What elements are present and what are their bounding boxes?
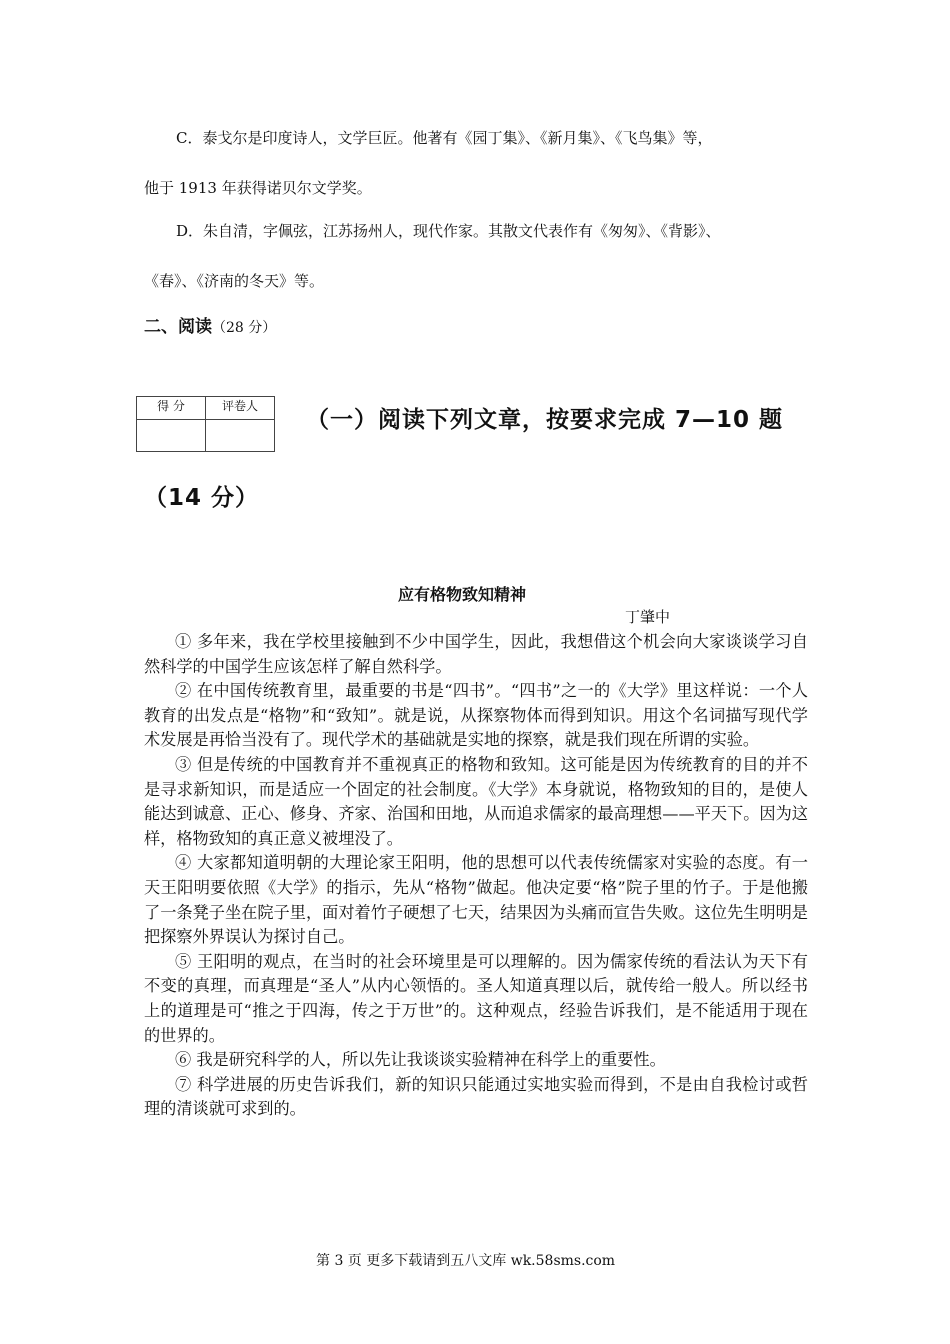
article-title: 应有格物致知精神	[398, 585, 527, 604]
paragraph-7: ⑦ 科学进展的历史告诉我们，新的知识只能通过实地实验而得到，不是由自我检讨或哲理的清谈就可求到的。	[144, 1074, 808, 1119]
grader-header: 评卷人	[206, 397, 275, 420]
paragraph-1: ① 多年来，我在学校里接触到不少中国学生，因此，我想借这个机会向大家谈谈学习自然科学的中国学生应该怎样了解自然科学。	[144, 632, 808, 676]
paragraph-2: ② 在中国传统教育里，最重要的书是“四书”。“四书”之一的《大学》里这样说：一个人教育的出发点是“格物”和“致知”。就是说，从探察物体而得到知识。用这个名词描写现代学术发展是再恰当没有了。现代学术的基础就是实地的探察，就是我们现在所谓的实验。	[144, 681, 808, 750]
option-c-line1: C．泰戈尔是印度诗人，文学巨匠。他著有《园丁集》、《新月集》、《飞鸟集》等，	[176, 129, 713, 147]
score-cell	[137, 420, 206, 452]
article-author: 丁肇中	[625, 608, 671, 626]
paragraph-4: ④ 大家都知道明朝的大理论家王阳明，他的思想可以代表传统儒家对实验的态度。有一天王阳明要依照《大学》的指示，先从“格物”做起。他决定要“格”院子里的竹子。于是他搬了一条凳子坐在院子里，面对着竹子硬想了七天，结果因为头痛而宣告失败。这位先生明明是把探察外界误认为探讨自己。	[144, 853, 808, 947]
score-header: 得 分	[137, 397, 206, 420]
paragraph-5: ⑤ 王阳明的观点，在当时的社会环境里是可以理解的。因为儒家传统的看法认为天下有不变的真理，而真理是“圣人”从内心领悟的。圣人知道真理以后，就传给一般人。所以经书上的道理是可“推之于四海，传之于万世”的。这种观点，经验告诉我们，是不能适用于现在的世界的。	[144, 951, 808, 1045]
section-heading	[144, 312, 276, 337]
paragraph-6: ⑥ 我是研究科学的人，所以先让我谈谈实验精神在科学上的重要性。	[175, 1050, 666, 1070]
grader-cell	[206, 420, 275, 452]
option-d-line2: 《春》、《济南的冬天》等。	[144, 272, 325, 290]
option-d-line1: D．朱自清，字佩弦，江苏扬州人，现代作家。其散文代表作有《匆匆》、《背影》、	[176, 222, 721, 240]
option-c-line2: 他于 1913 年获得诺贝尔文学奖。	[144, 179, 372, 197]
score-table	[136, 396, 275, 452]
page-footer: 第 3 页 更多下载请到五八文库 wk.58sms.com	[316, 1253, 616, 1269]
section-title: 二、阅读	[144, 317, 212, 337]
article-body	[144, 630, 808, 1122]
subsection-points: （14 分）	[144, 485, 260, 511]
paragraph-3: ③ 但是传统的中国教育并不重视真正的格物和致知。这可能是因为传统教育的目的并不是寻求新知识，而是适应一个固定的社会制度。《大学》本身就说，格物致知的目的，是使人能达到诚意、正心、修身、齐家、治国和田地，从而追求儒家的最高理想——平天下。因为这样，格物致知的真正意义被埋没了。	[144, 754, 808, 848]
subsection-title: （一）阅读下列文章，按要求完成 7—10 题	[306, 407, 784, 433]
section-points: （28 分）	[212, 320, 277, 336]
